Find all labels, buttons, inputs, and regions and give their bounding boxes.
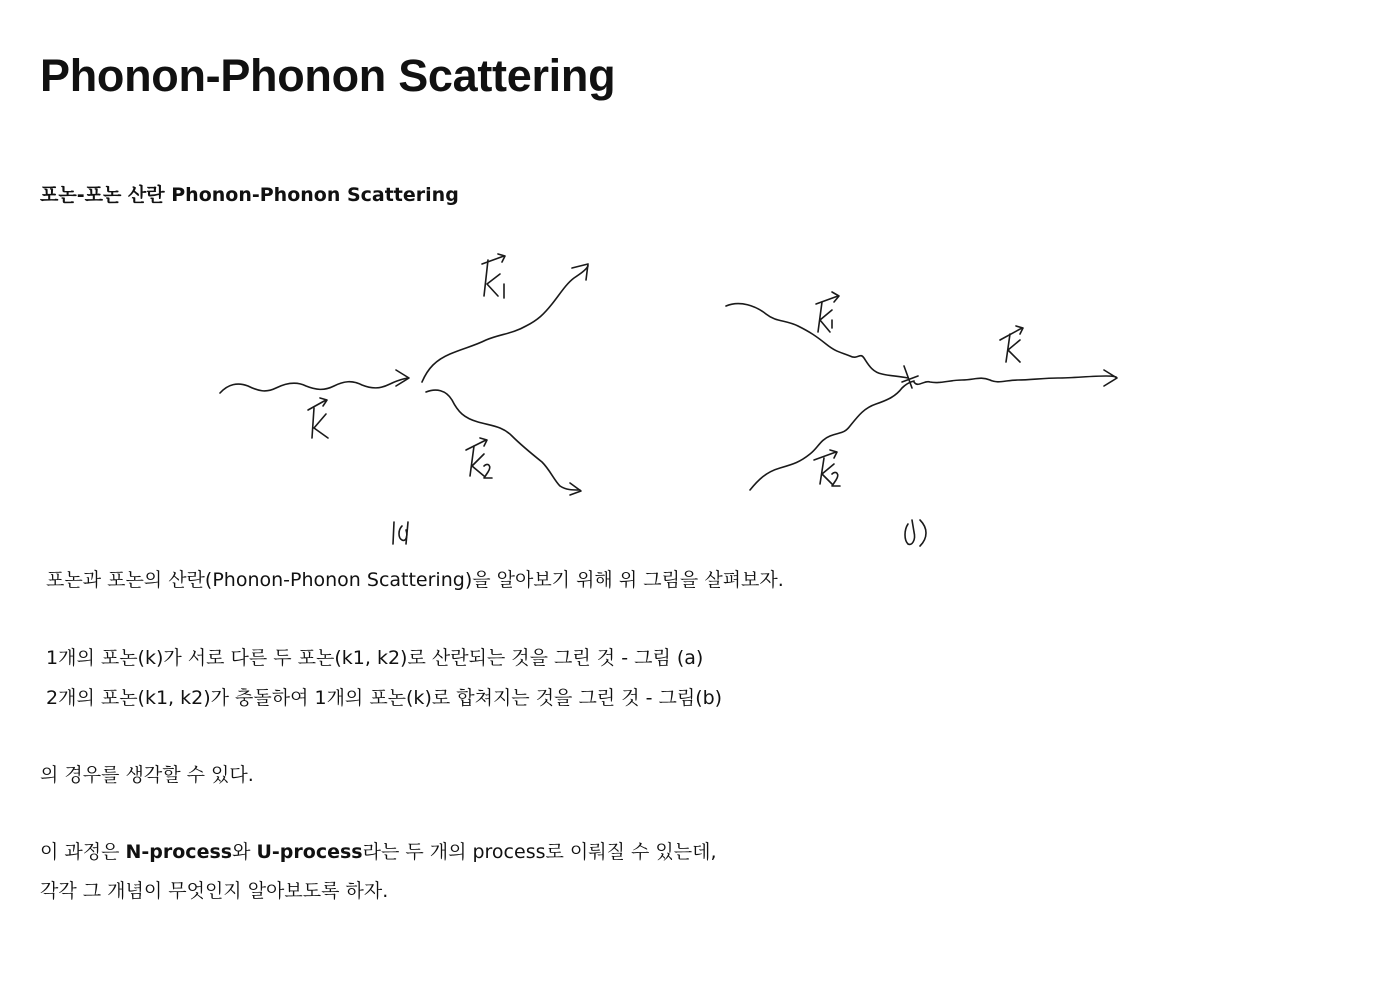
handwritten-diagram [200, 240, 1160, 560]
intro-paragraph: 포논과 포논의 산란(Phonon-Phonon Scattering)을 알아보기 위해 위 그림을 살펴보자. [46, 569, 784, 591]
diagram-b-label-k2 [814, 450, 840, 486]
diagram-b [726, 292, 1117, 546]
diagram-b-caption [905, 520, 926, 546]
cases-summary-line: 의 경우를 생각할 수 있다. [40, 764, 254, 786]
process-line [40, 839, 717, 865]
diagram-a-caption [393, 522, 408, 544]
n-process-term: N-process [125, 841, 233, 863]
process-text-mid: 와 [232, 841, 257, 863]
diagram-a-label-k1 [482, 254, 505, 298]
page-title: Phonon-Phonon Scattering [40, 50, 616, 101]
scattering-figure [200, 240, 1160, 560]
diagram-b-outgoing-wave [914, 376, 1117, 384]
diagram-b-k1-wave [726, 304, 908, 378]
case-b-line: 2개의 포논(k1, k2)가 충돌하여 1개의 포논(k)로 합쳐지는 것을 그린 것 - 그림(b) [46, 687, 723, 709]
diagram-b-outgoing-arrowhead [1104, 370, 1117, 386]
diagram-a [220, 254, 588, 544]
diagram-a-label-k [308, 398, 328, 438]
case-a-line: 1개의 포논(k)가 서로 다른 두 포논(k1, k2)로 산란되는 것을 그린 것 - 그림 (a) [46, 647, 704, 669]
diagram-a-k2-wave [426, 390, 580, 490]
diagram-a-k1-wave [422, 266, 588, 382]
diagram-a-label-k2 [466, 438, 492, 478]
diagram-b-label-k1 [816, 292, 839, 332]
process-text-pre: 이 과정은 [40, 841, 126, 863]
section-heading: 포논-포논 산란 Phonon-Phonon Scattering [40, 184, 459, 206]
diagram-b-label-k [1000, 326, 1023, 362]
process-text-post: 라는 두 개의 process로 이뤄질 수 있는데, [362, 841, 717, 863]
closing-line: 각각 그 개념이 무엇인지 알아보도록 하자. [40, 880, 389, 902]
u-process-term: U-process [256, 841, 363, 863]
diagram-a-incoming-wave [220, 378, 408, 393]
